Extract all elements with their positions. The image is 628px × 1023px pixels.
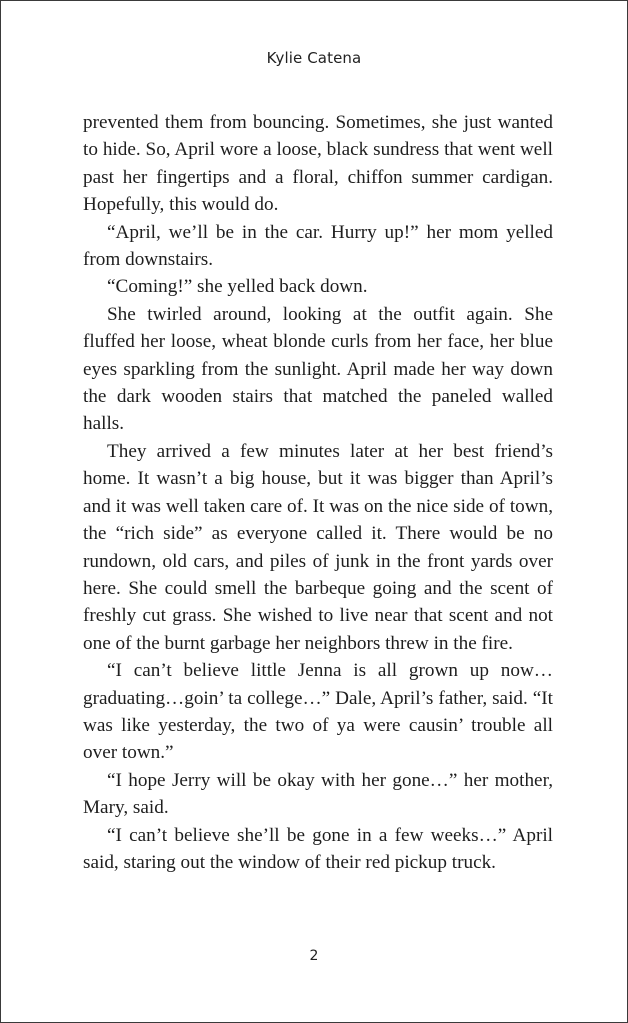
paragraph: They arrived a few minutes later at her best friend’s home. It wasn’t a big house, but it was bigger than April’s and it was well taken care of. It was on the nice side of town, the “rich side” as everyone called it. There would be no rundown, old cars, and piles of junk in the front yards over here. She could smell the barbeque going and the scent of freshly cut grass. She wished to live near that scent and not one of the burnt garbage her neighbors threw in the fire. — [83, 440, 553, 654]
body-text — [83, 109, 553, 876]
paragraph: prevented them from bouncing. Sometimes, she just wanted to hide. So, April wore a loose, black sundress that went well past her fingertips and a floral, chiffon summer cardigan. Hopefully, this would do. — [83, 112, 553, 216]
paragraph: She twirled around, looking at the outfit again. She fluffed her loose, wheat blonde curls from her face, her blue eyes sparkling from the sunlight. April made her way down the dark wooden stairs that matched the paneled walled halls. — [83, 303, 553, 435]
paragraph: “I can’t believe little Jenna is all grown up now… graduating…goin’ ta college…” Dale, April’s father, said. “It was like yesterday, the two of ya were causin’ trouble all over town.” — [83, 660, 553, 764]
paragraph: “I can’t believe she’ll be gone in a few weeks…” April said, staring out the window of their red pickup truck. — [83, 824, 553, 873]
page-number: 2 — [309, 948, 319, 964]
running-header-author: Kylie Catena — [266, 49, 362, 67]
paragraph: “Coming!” she yelled back down. — [107, 276, 368, 298]
paragraph: “April, we’ll be in the car. Hurry up!” her mom yelled from downstairs. — [83, 221, 553, 271]
paragraph: “I hope Jerry will be okay with her gone…” her mother, Mary, said. — [83, 769, 553, 819]
